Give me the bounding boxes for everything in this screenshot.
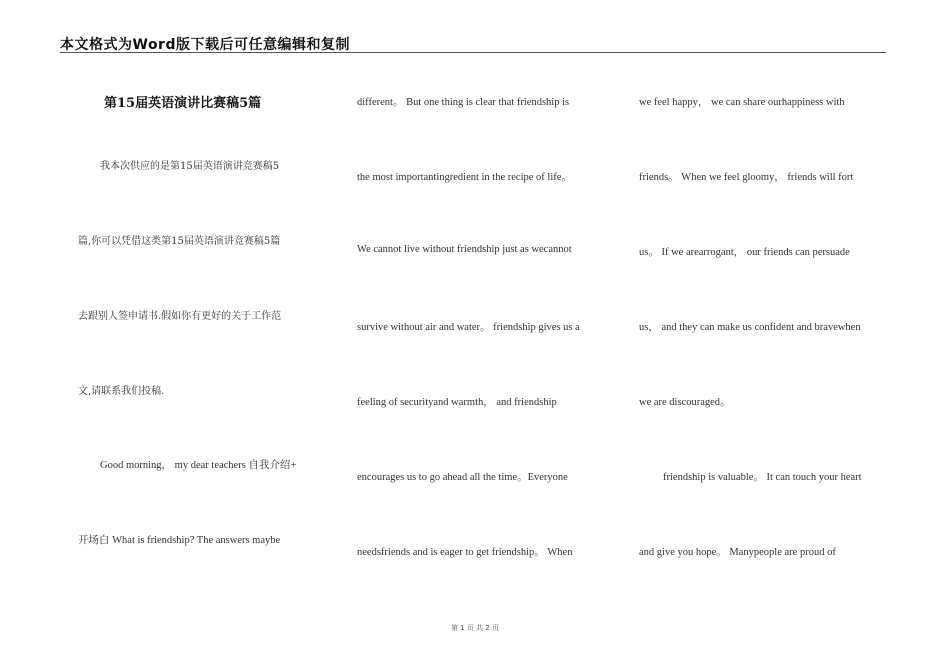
text-line: different。 But one thing is clear that friendship is bbox=[357, 97, 570, 108]
text-line: needsfriends and is eager to get friendship。 When bbox=[357, 547, 573, 558]
text-line: We cannot live without friendship just as wecannot bbox=[357, 244, 572, 255]
text-line: 文,请联系我们投稿. bbox=[78, 386, 165, 397]
text-line: we are discouraged。 bbox=[639, 397, 731, 408]
text-line: 篇,你可以凭借这类第15届英语演讲竞赛稿5篇 bbox=[78, 236, 281, 247]
text-line: Good morning， my dear teachers 自我介绍+ bbox=[100, 460, 297, 471]
header-title: 本文格式为Word版下载后可任意编辑和复制 bbox=[60, 37, 350, 53]
text-line: we feel happy， we can share ourhappiness with bbox=[639, 97, 845, 108]
text-line: 去跟别人签申请书.假如你有更好的关于工作范 bbox=[78, 311, 282, 322]
text-line: the most importantingredient in the recipe of life。 bbox=[357, 172, 572, 183]
text-line: 开场白 What is friendship? The answers maybe bbox=[78, 535, 281, 546]
text-line: 我本次供应的是第15届英语演讲竞赛稿5 bbox=[100, 161, 280, 172]
page-footer: 第 1 页 共 2 页 bbox=[450, 624, 500, 632]
text-line: us。 If we arearrogant， our friends can persuade bbox=[639, 247, 850, 258]
page-header bbox=[60, 34, 886, 53]
text-line: friends。 When we feel gloomy， friends will fort bbox=[639, 172, 854, 183]
document-title: 第15届英语演讲比赛稿5篇 bbox=[104, 96, 262, 111]
text-line: encourages us to go ahead all the time。Everyone bbox=[357, 472, 568, 483]
text-line: feeling of securityand warmth， and friendship bbox=[357, 397, 557, 408]
text-line: friendship is valuable。 It can touch your heart bbox=[663, 472, 862, 483]
text-line: survive without air and water。 friendship gives us a bbox=[357, 322, 580, 333]
text-line: us， and they can make us confident and bravewhen bbox=[639, 322, 861, 333]
text-line: and give you hope。 Manypeople are proud of bbox=[639, 547, 836, 558]
